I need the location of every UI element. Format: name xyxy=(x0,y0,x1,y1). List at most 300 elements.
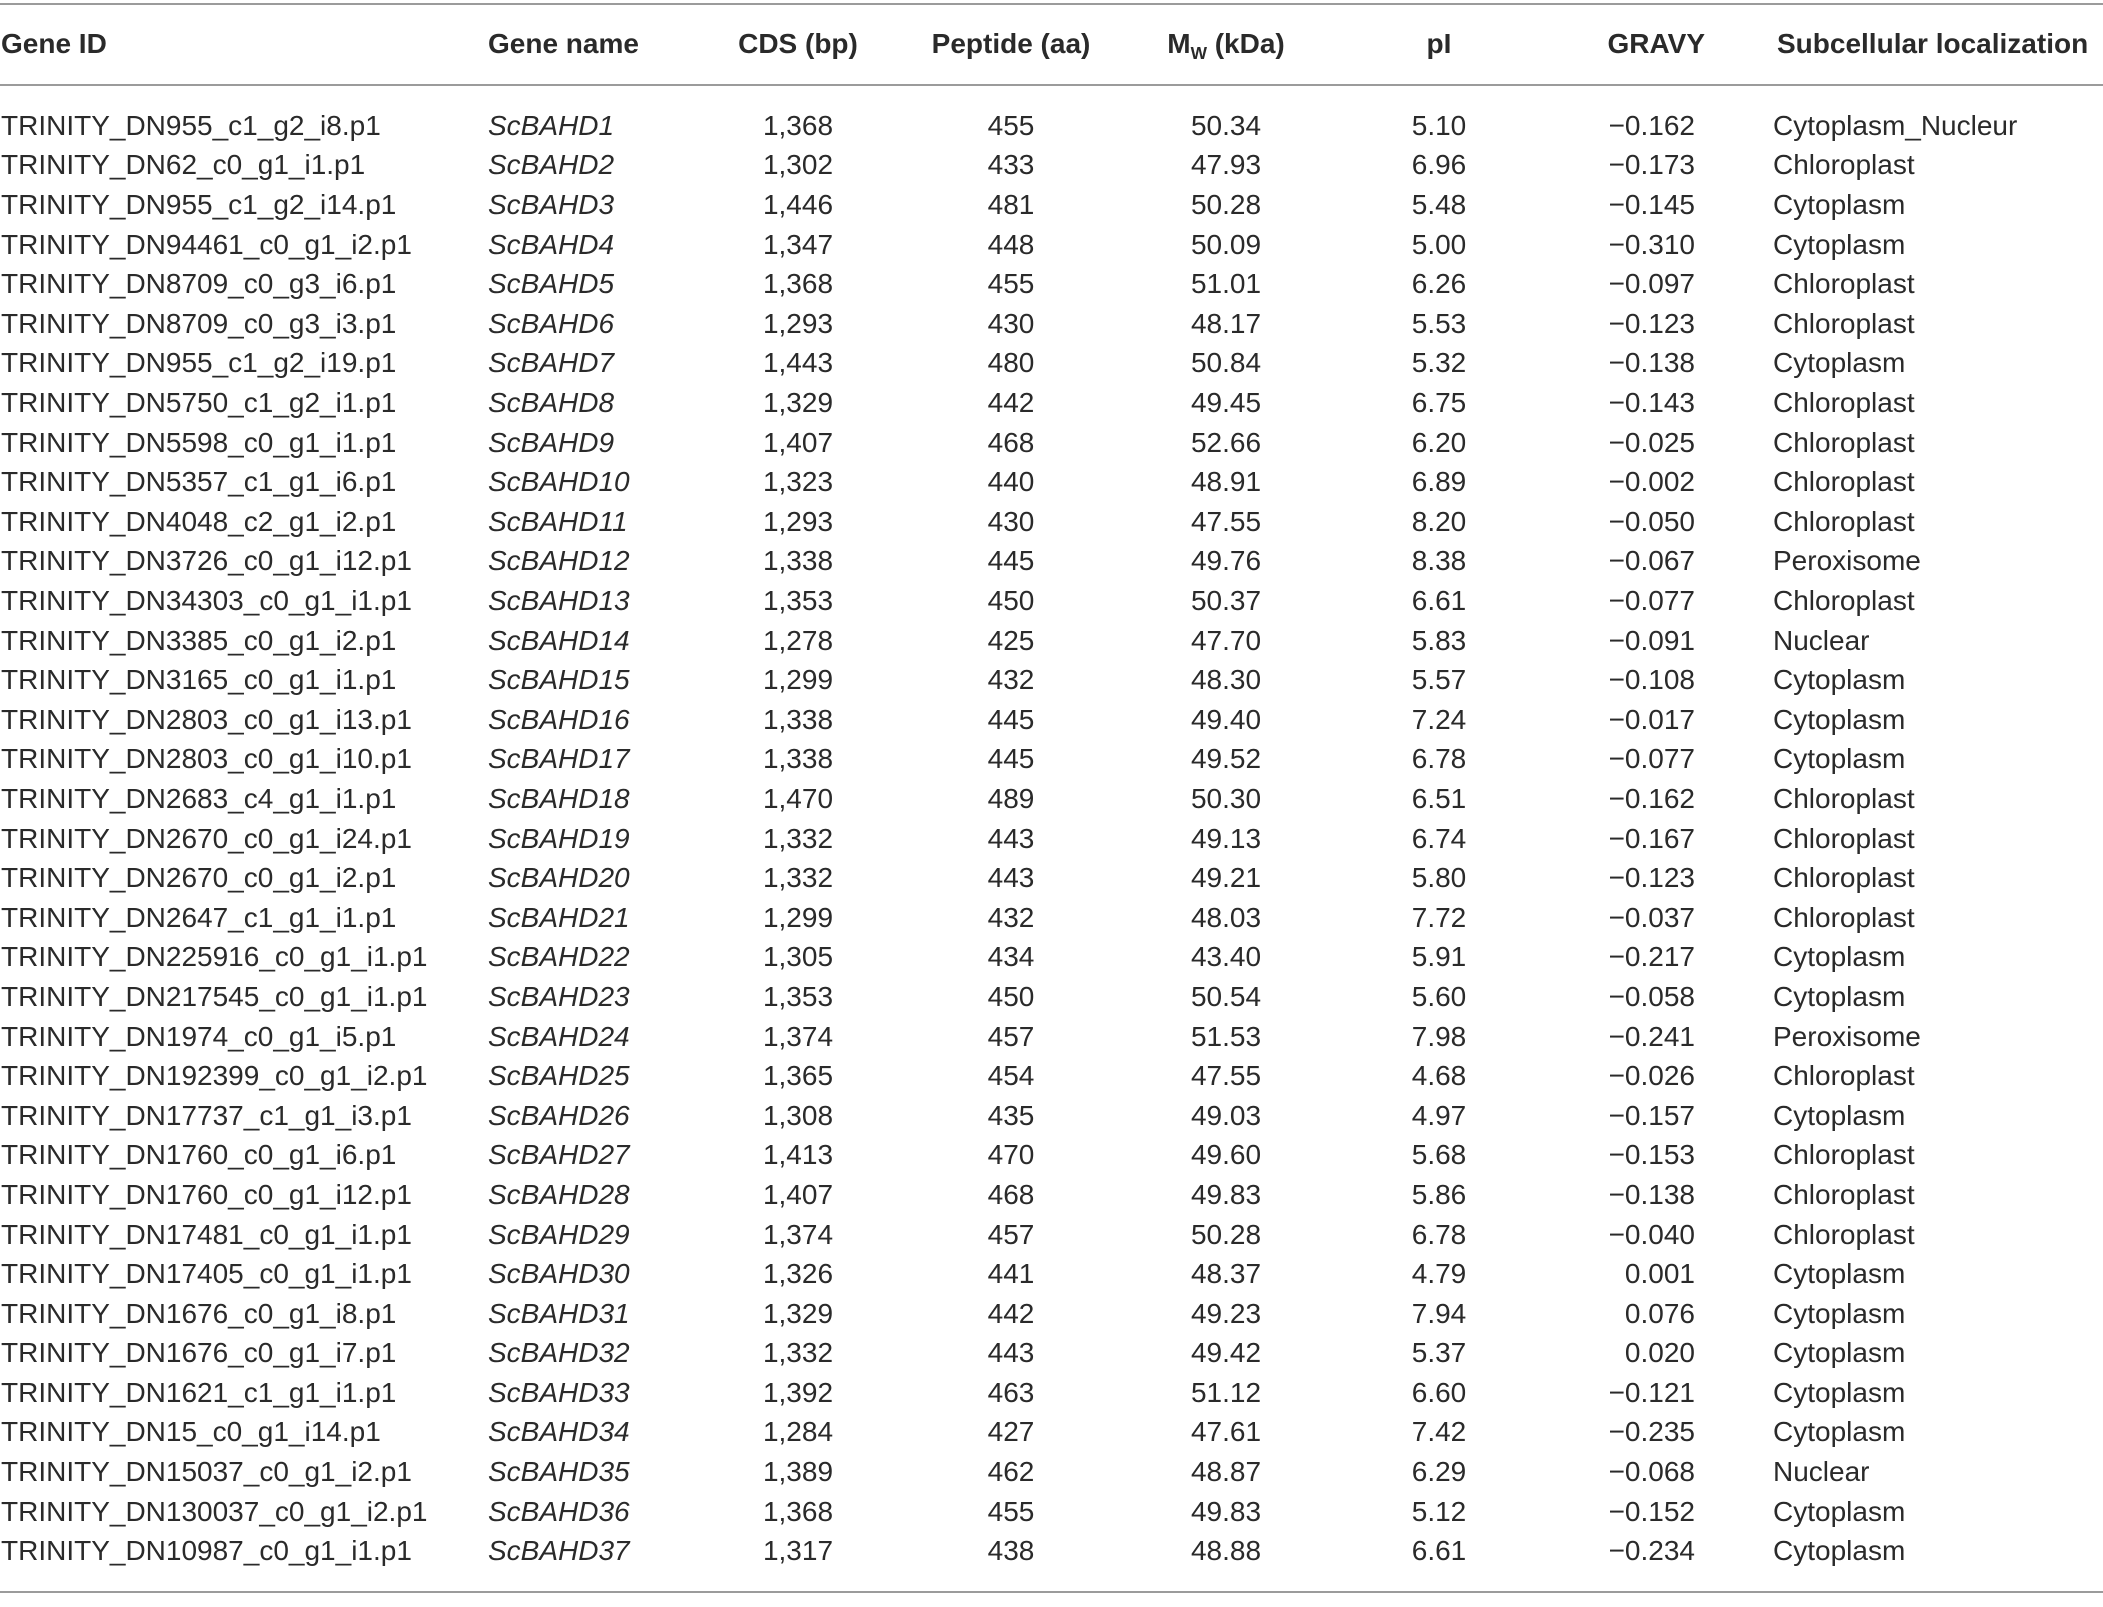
cell-gravy: −0.235 xyxy=(1608,1416,1695,1448)
cell-localization: Cytoplasm xyxy=(1773,1416,1906,1448)
cell-cds: 1,299 xyxy=(762,664,834,696)
cell-mw: 51.01 xyxy=(1190,268,1262,300)
header-mw xyxy=(1126,28,1326,63)
cell-gene-name: ScBAHD1 xyxy=(488,109,615,141)
cell-cds: 1,332 xyxy=(762,1337,834,1369)
cell-gravy: −0.002 xyxy=(1608,466,1695,498)
cell-mw: 49.03 xyxy=(1190,1099,1262,1131)
table-row xyxy=(0,265,2103,305)
cell-cds: 1,278 xyxy=(762,624,834,656)
cell-gene-name: ScBAHD7 xyxy=(488,347,615,379)
table-row xyxy=(0,1334,2103,1374)
cell-gravy: −0.123 xyxy=(1608,307,1695,339)
cell-cds: 1,443 xyxy=(762,347,834,379)
cell-gene-id: TRINITY_DN3165_c0_g1_i1.p1 xyxy=(1,664,397,696)
cell-mw: 49.83 xyxy=(1190,1178,1262,1210)
cell-cds: 1,329 xyxy=(762,387,834,419)
cell-pi: 6.96 xyxy=(1411,149,1467,181)
cell-pi: 4.68 xyxy=(1411,1060,1467,1092)
cell-gene-name: ScBAHD34 xyxy=(488,1416,630,1448)
table-row xyxy=(0,1136,2103,1176)
cell-gene-name: ScBAHD21 xyxy=(488,901,630,933)
cell-pi: 5.68 xyxy=(1411,1139,1467,1171)
table-row xyxy=(0,304,2103,344)
cell-gene-id: TRINITY_DN34303_c0_g1_i1.p1 xyxy=(1,585,412,617)
cell-gravy: −0.167 xyxy=(1608,822,1695,854)
cell-gene-name: ScBAHD9 xyxy=(488,426,615,458)
cell-gravy: −0.143 xyxy=(1608,387,1695,419)
cell-mw: 50.30 xyxy=(1190,782,1262,814)
table-row xyxy=(0,1413,2103,1453)
cell-gene-name: ScBAHD24 xyxy=(488,1020,630,1052)
cell-pi: 5.80 xyxy=(1411,862,1467,894)
cell-mw: 50.34 xyxy=(1190,109,1262,141)
cell-pi: 6.74 xyxy=(1411,822,1467,854)
header-localization: Subcellular localization xyxy=(1777,28,2089,60)
cell-gene-name: ScBAHD25 xyxy=(488,1060,630,1092)
cell-localization: Peroxisome xyxy=(1773,545,1921,577)
cell-cds: 1,347 xyxy=(762,228,834,260)
table-row xyxy=(0,938,2103,978)
table-row xyxy=(0,146,2103,186)
cell-pi: 5.00 xyxy=(1411,228,1467,260)
cell-gene-id: TRINITY_DN2647_c1_g1_i1.p1 xyxy=(1,901,397,933)
cell-mw: 50.09 xyxy=(1190,228,1262,260)
cell-gene-name: ScBAHD22 xyxy=(488,941,630,973)
cell-gene-name: ScBAHD11 xyxy=(488,505,628,537)
cell-peptide: 480 xyxy=(987,347,1035,379)
cell-pi: 5.91 xyxy=(1411,941,1467,973)
cell-localization: Cytoplasm xyxy=(1773,347,1906,379)
table-row xyxy=(0,1532,2103,1572)
cell-peptide: 427 xyxy=(987,1416,1035,1448)
table-row xyxy=(0,463,2103,503)
cell-gravy: −0.121 xyxy=(1608,1376,1695,1408)
cell-gravy: −0.077 xyxy=(1608,743,1695,775)
cell-gene-id: TRINITY_DN8709_c0_g3_i6.p1 xyxy=(1,268,397,300)
table-row xyxy=(0,1017,2103,1057)
header-pi: pI xyxy=(1426,28,1452,60)
cell-peptide: 440 xyxy=(987,466,1035,498)
cell-gene-id: TRINITY_DN15037_c0_g1_i2.p1 xyxy=(1,1456,412,1488)
table-row xyxy=(0,858,2103,898)
cell-pi: 6.61 xyxy=(1411,1535,1467,1567)
cell-localization: Peroxisome xyxy=(1773,1020,1921,1052)
cell-gravy: −0.162 xyxy=(1608,109,1695,141)
cell-gravy: −0.040 xyxy=(1608,1218,1695,1250)
cell-pi: 8.20 xyxy=(1411,505,1467,537)
cell-pi: 5.32 xyxy=(1411,347,1467,379)
header-gravy: GRAVY xyxy=(1607,28,1705,60)
cell-gene-name: ScBAHD26 xyxy=(488,1099,630,1131)
cell-gene-id: TRINITY_DN217545_c0_g1_i1.p1 xyxy=(1,980,428,1012)
cell-localization: Chloroplast xyxy=(1773,782,1915,814)
cell-pi: 7.94 xyxy=(1411,1297,1467,1329)
cell-peptide: 443 xyxy=(987,862,1035,894)
cell-gene-id: TRINITY_DN17737_c1_g1_i3.p1 xyxy=(1,1099,412,1131)
cell-pi: 5.83 xyxy=(1411,624,1467,656)
table-row xyxy=(0,185,2103,225)
cell-localization: Cytoplasm xyxy=(1773,1337,1906,1369)
cell-gene-id: TRINITY_DN17481_c0_g1_i1.p1 xyxy=(1,1218,412,1250)
table-row xyxy=(0,740,2103,780)
cell-peptide: 489 xyxy=(987,782,1035,814)
mw-subscript: W xyxy=(1190,42,1207,63)
cell-mw: 50.28 xyxy=(1190,189,1262,221)
cell-gene-name: ScBAHD35 xyxy=(488,1456,630,1488)
cell-peptide: 432 xyxy=(987,901,1035,933)
cell-localization: Cytoplasm_Nucleur xyxy=(1773,109,2018,141)
cell-cds: 1,413 xyxy=(762,1139,834,1171)
header-gene-name: Gene name xyxy=(488,28,639,60)
cell-pi: 5.86 xyxy=(1411,1178,1467,1210)
cell-gene-name: ScBAHD20 xyxy=(488,862,630,894)
cell-localization: Chloroplast xyxy=(1773,426,1915,458)
table-body xyxy=(0,106,2103,1571)
cell-peptide: 448 xyxy=(987,228,1035,260)
cell-cds: 1,332 xyxy=(762,822,834,854)
cell-pi: 6.78 xyxy=(1411,1218,1467,1250)
cell-gravy: 0.001 xyxy=(1624,1258,1695,1290)
cell-mw: 50.37 xyxy=(1190,585,1262,617)
cell-pi: 6.26 xyxy=(1411,268,1467,300)
cell-cds: 1,353 xyxy=(762,980,834,1012)
table-row xyxy=(0,700,2103,740)
cell-gene-name: ScBAHD17 xyxy=(488,743,630,775)
cell-peptide: 470 xyxy=(987,1139,1035,1171)
cell-mw: 49.21 xyxy=(1190,862,1262,894)
cell-gene-id: TRINITY_DN5750_c1_g2_i1.p1 xyxy=(1,387,397,419)
cell-pi: 6.20 xyxy=(1411,426,1467,458)
cell-mw: 49.42 xyxy=(1190,1337,1262,1369)
cell-peptide: 462 xyxy=(987,1456,1035,1488)
cell-peptide: 438 xyxy=(987,1535,1035,1567)
cell-cds: 1,338 xyxy=(762,703,834,735)
cell-pi: 8.38 xyxy=(1411,545,1467,577)
bottom-rule xyxy=(0,1591,2103,1593)
cell-localization: Chloroplast xyxy=(1773,901,1915,933)
cell-localization: Chloroplast xyxy=(1773,149,1915,181)
cell-gene-id: TRINITY_DN130037_c0_g1_i2.p1 xyxy=(1,1495,428,1527)
cell-peptide: 430 xyxy=(987,505,1035,537)
cell-mw: 47.61 xyxy=(1190,1416,1262,1448)
cell-peptide: 445 xyxy=(987,545,1035,577)
cell-mw: 49.52 xyxy=(1190,743,1262,775)
cell-gravy: −0.017 xyxy=(1608,703,1695,735)
cell-gene-name: ScBAHD3 xyxy=(488,189,615,221)
cell-gene-id: TRINITY_DN955_c1_g2_i14.p1 xyxy=(1,189,397,221)
cell-gene-id: TRINITY_DN1621_c1_g1_i1.p1 xyxy=(1,1376,397,1408)
cell-gene-id: TRINITY_DN1760_c0_g1_i6.p1 xyxy=(1,1139,397,1171)
cell-localization: Cytoplasm xyxy=(1773,1535,1906,1567)
cell-peptide: 434 xyxy=(987,941,1035,973)
cell-peptide: 455 xyxy=(987,268,1035,300)
table-row xyxy=(0,898,2103,938)
cell-mw: 51.53 xyxy=(1190,1020,1262,1052)
cell-gravy: −0.067 xyxy=(1608,545,1695,577)
cell-peptide: 443 xyxy=(987,1337,1035,1369)
cell-gene-id: TRINITY_DN955_c1_g2_i19.p1 xyxy=(1,347,397,379)
cell-gravy: −0.241 xyxy=(1608,1020,1695,1052)
cell-pi: 6.75 xyxy=(1411,387,1467,419)
cell-gene-id: TRINITY_DN17405_c0_g1_i1.p1 xyxy=(1,1258,412,1290)
cell-localization: Cytoplasm xyxy=(1773,703,1906,735)
cell-peptide: 457 xyxy=(987,1020,1035,1052)
cell-gene-id: TRINITY_DN2670_c0_g1_i24.p1 xyxy=(1,822,412,854)
cell-gene-name: ScBAHD15 xyxy=(488,664,630,696)
cell-gravy: −0.037 xyxy=(1608,901,1695,933)
cell-mw: 48.17 xyxy=(1190,307,1262,339)
cell-gene-id: TRINITY_DN1974_c0_g1_i5.p1 xyxy=(1,1020,397,1052)
cell-localization: Chloroplast xyxy=(1773,505,1915,537)
table-row xyxy=(0,1254,2103,1294)
cell-gravy: −0.050 xyxy=(1608,505,1695,537)
cell-peptide: 455 xyxy=(987,1495,1035,1527)
cell-gene-name: ScBAHD8 xyxy=(488,387,615,419)
cell-gravy: −0.123 xyxy=(1608,862,1695,894)
cell-localization: Chloroplast xyxy=(1773,585,1915,617)
cell-gene-id: TRINITY_DN1676_c0_g1_i7.p1 xyxy=(1,1337,397,1369)
mw-header-main: M xyxy=(1167,28,1191,60)
header-gene-id: Gene ID xyxy=(1,28,107,60)
cell-peptide: 481 xyxy=(987,189,1035,221)
cell-peptide: 450 xyxy=(987,980,1035,1012)
cell-mw: 48.03 xyxy=(1190,901,1262,933)
cell-gene-id: TRINITY_DN15_c0_g1_i14.p1 xyxy=(1,1416,381,1448)
cell-gene-id: TRINITY_DN2670_c0_g1_i2.p1 xyxy=(1,862,397,894)
cell-gene-name: ScBAHD23 xyxy=(488,980,630,1012)
cell-cds: 1,374 xyxy=(762,1218,834,1250)
table-row xyxy=(0,1096,2103,1136)
cell-mw: 49.76 xyxy=(1190,545,1262,577)
cell-gene-name: ScBAHD13 xyxy=(488,585,630,617)
cell-cds: 1,284 xyxy=(762,1416,834,1448)
cell-cds: 1,338 xyxy=(762,743,834,775)
cell-peptide: 463 xyxy=(987,1376,1035,1408)
cell-localization: Chloroplast xyxy=(1773,1178,1915,1210)
cell-gene-id: TRINITY_DN10987_c0_g1_i1.p1 xyxy=(1,1535,412,1567)
cell-gravy: −0.091 xyxy=(1608,624,1695,656)
cell-pi: 5.12 xyxy=(1411,1495,1467,1527)
cell-mw: 50.54 xyxy=(1190,980,1262,1012)
cell-localization: Nuclear xyxy=(1773,624,1870,656)
cell-cds: 1,407 xyxy=(762,1178,834,1210)
cell-localization: Chloroplast xyxy=(1773,822,1915,854)
cell-gene-id: TRINITY_DN5598_c0_g1_i1.p1 xyxy=(1,426,397,458)
cell-cds: 1,323 xyxy=(762,466,834,498)
table-row xyxy=(0,1373,2103,1413)
cell-cds: 1,446 xyxy=(762,189,834,221)
cell-gene-id: TRINITY_DN2803_c0_g1_i10.p1 xyxy=(1,743,412,775)
cell-pi: 5.60 xyxy=(1411,980,1467,1012)
cell-mw: 48.88 xyxy=(1190,1535,1262,1567)
table-row xyxy=(0,542,2103,582)
cell-localization: Nuclear xyxy=(1773,1456,1870,1488)
cell-cds: 1,389 xyxy=(762,1456,834,1488)
cell-localization: Cytoplasm xyxy=(1773,1099,1906,1131)
cell-peptide: 468 xyxy=(987,1178,1035,1210)
cell-mw: 49.60 xyxy=(1190,1139,1262,1171)
cell-mw: 47.55 xyxy=(1190,1060,1262,1092)
table-row xyxy=(0,106,2103,146)
cell-gene-id: TRINITY_DN225916_c0_g1_i1.p1 xyxy=(1,941,428,973)
cell-pi: 6.89 xyxy=(1411,466,1467,498)
cell-localization: Cytoplasm xyxy=(1773,1297,1906,1329)
cell-gene-name: ScBAHD32 xyxy=(488,1337,630,1369)
cell-localization: Cytoplasm xyxy=(1773,1258,1906,1290)
cell-localization: Chloroplast xyxy=(1773,1218,1915,1250)
cell-gene-name: ScBAHD27 xyxy=(488,1139,630,1171)
cell-mw: 48.87 xyxy=(1190,1456,1262,1488)
cell-gravy: −0.234 xyxy=(1608,1535,1695,1567)
cell-pi: 4.79 xyxy=(1411,1258,1467,1290)
cell-gene-id: TRINITY_DN94461_c0_g1_i2.p1 xyxy=(1,228,412,260)
cell-gene-name: ScBAHD12 xyxy=(488,545,630,577)
cell-peptide: 442 xyxy=(987,387,1035,419)
cell-cds: 1,374 xyxy=(762,1020,834,1052)
cell-gene-name: ScBAHD5 xyxy=(488,268,615,300)
header-rule xyxy=(0,84,2103,86)
cell-cds: 1,299 xyxy=(762,901,834,933)
table-row xyxy=(0,661,2103,701)
cell-cds: 1,293 xyxy=(762,307,834,339)
cell-gene-id: TRINITY_DN4048_c2_g1_i2.p1 xyxy=(1,505,397,537)
cell-gene-id: TRINITY_DN3726_c0_g1_i12.p1 xyxy=(1,545,412,577)
cell-pi: 7.98 xyxy=(1411,1020,1467,1052)
cell-mw: 49.83 xyxy=(1190,1495,1262,1527)
cell-gene-name: ScBAHD2 xyxy=(488,149,615,181)
cell-gravy: −0.152 xyxy=(1608,1495,1695,1527)
cell-pi: 6.60 xyxy=(1411,1376,1467,1408)
cell-cds: 1,365 xyxy=(762,1060,834,1092)
table-row xyxy=(0,1492,2103,1532)
cell-localization: Chloroplast xyxy=(1773,268,1915,300)
table-row xyxy=(0,502,2103,542)
table-row xyxy=(0,1452,2103,1492)
cell-pi: 6.51 xyxy=(1411,782,1467,814)
cell-cds: 1,392 xyxy=(762,1376,834,1408)
cell-gravy: −0.157 xyxy=(1608,1099,1695,1131)
table-row xyxy=(0,1175,2103,1215)
cell-gravy: −0.217 xyxy=(1608,941,1695,973)
cell-gene-name: ScBAHD18 xyxy=(488,782,630,814)
cell-gravy: −0.138 xyxy=(1608,347,1695,379)
table-row xyxy=(0,225,2103,265)
cell-gene-name: ScBAHD6 xyxy=(488,307,615,339)
table-row xyxy=(0,383,2103,423)
table-row xyxy=(0,1056,2103,1096)
cell-cds: 1,302 xyxy=(762,149,834,181)
cell-localization: Cytoplasm xyxy=(1773,1495,1906,1527)
cell-peptide: 443 xyxy=(987,822,1035,854)
cell-gravy: −0.097 xyxy=(1608,268,1695,300)
cell-pi: 5.48 xyxy=(1411,189,1467,221)
cell-peptide: 435 xyxy=(987,1099,1035,1131)
cell-gravy: −0.068 xyxy=(1608,1456,1695,1488)
cell-mw: 50.28 xyxy=(1190,1218,1262,1250)
cell-gravy: −0.108 xyxy=(1608,664,1695,696)
cell-gravy: −0.145 xyxy=(1608,189,1695,221)
cell-gravy: −0.025 xyxy=(1608,426,1695,458)
cell-gravy: −0.138 xyxy=(1608,1178,1695,1210)
cell-gravy: 0.020 xyxy=(1624,1337,1695,1369)
cell-mw: 49.13 xyxy=(1190,822,1262,854)
cell-mw: 47.93 xyxy=(1190,149,1262,181)
cell-gene-name: ScBAHD36 xyxy=(488,1495,630,1527)
cell-mw: 48.30 xyxy=(1190,664,1262,696)
table-row xyxy=(0,1215,2103,1255)
table-row xyxy=(0,423,2103,463)
cell-mw: 49.23 xyxy=(1190,1297,1262,1329)
cell-pi: 7.24 xyxy=(1411,703,1467,735)
cell-pi: 5.10 xyxy=(1411,109,1467,141)
cell-gene-id: TRINITY_DN2803_c0_g1_i13.p1 xyxy=(1,703,412,735)
cell-localization: Chloroplast xyxy=(1773,307,1915,339)
header-cds: CDS (bp) xyxy=(738,28,858,60)
cell-peptide: 455 xyxy=(987,109,1035,141)
cell-gene-id: TRINITY_DN1676_c0_g1_i8.p1 xyxy=(1,1297,397,1329)
cell-peptide: 454 xyxy=(987,1060,1035,1092)
cell-peptide: 445 xyxy=(987,743,1035,775)
cell-peptide: 433 xyxy=(987,149,1035,181)
table-header-row xyxy=(0,5,2103,85)
cell-gene-name: ScBAHD4 xyxy=(488,228,615,260)
cell-cds: 1,470 xyxy=(762,782,834,814)
cell-mw: 52.66 xyxy=(1190,426,1262,458)
cell-cds: 1,368 xyxy=(762,268,834,300)
cell-gene-name: ScBAHD33 xyxy=(488,1376,630,1408)
cell-gene-id: TRINITY_DN955_c1_g2_i8.p1 xyxy=(1,109,381,141)
cell-mw: 50.84 xyxy=(1190,347,1262,379)
cell-localization: Cytoplasm xyxy=(1773,228,1906,260)
cell-gene-name: ScBAHD14 xyxy=(488,624,630,656)
cell-peptide: 432 xyxy=(987,664,1035,696)
cell-gene-id: TRINITY_DN62_c0_g1_i1.p1 xyxy=(1,149,366,181)
cell-pi: 6.61 xyxy=(1411,585,1467,617)
cell-cds: 1,353 xyxy=(762,585,834,617)
cell-gene-name: ScBAHD10 xyxy=(488,466,630,498)
cell-peptide: 430 xyxy=(987,307,1035,339)
cell-localization: Cytoplasm xyxy=(1773,980,1906,1012)
cell-cds: 1,317 xyxy=(762,1535,834,1567)
cell-gene-name: ScBAHD30 xyxy=(488,1258,630,1290)
cell-gravy: −0.077 xyxy=(1608,585,1695,617)
cell-gene-name: ScBAHD16 xyxy=(488,703,630,735)
table-row xyxy=(0,819,2103,859)
cell-localization: Cytoplasm xyxy=(1773,941,1906,973)
cell-gene-id: TRINITY_DN2683_c4_g1_i1.p1 xyxy=(1,782,397,814)
cell-gene-name: ScBAHD28 xyxy=(488,1178,630,1210)
cell-localization: Cytoplasm xyxy=(1773,1376,1906,1408)
cell-mw: 49.40 xyxy=(1190,703,1262,735)
cell-localization: Cytoplasm xyxy=(1773,664,1906,696)
cell-cds: 1,293 xyxy=(762,505,834,537)
header-peptide: Peptide (aa) xyxy=(931,28,1091,60)
mw-header-unit: (kDa) xyxy=(1206,28,1285,60)
cell-gene-name: ScBAHD29 xyxy=(488,1218,630,1250)
table-row xyxy=(0,621,2103,661)
cell-cds: 1,368 xyxy=(762,109,834,141)
cell-pi: 6.29 xyxy=(1411,1456,1467,1488)
cell-mw: 43.40 xyxy=(1190,941,1262,973)
cell-cds: 1,305 xyxy=(762,941,834,973)
cell-pi: 7.72 xyxy=(1411,901,1467,933)
cell-gene-id: TRINITY_DN1760_c0_g1_i12.p1 xyxy=(1,1178,412,1210)
cell-peptide: 445 xyxy=(987,703,1035,735)
cell-pi: 4.97 xyxy=(1411,1099,1467,1131)
cell-mw: 49.45 xyxy=(1190,387,1262,419)
cell-localization: Chloroplast xyxy=(1773,1060,1915,1092)
